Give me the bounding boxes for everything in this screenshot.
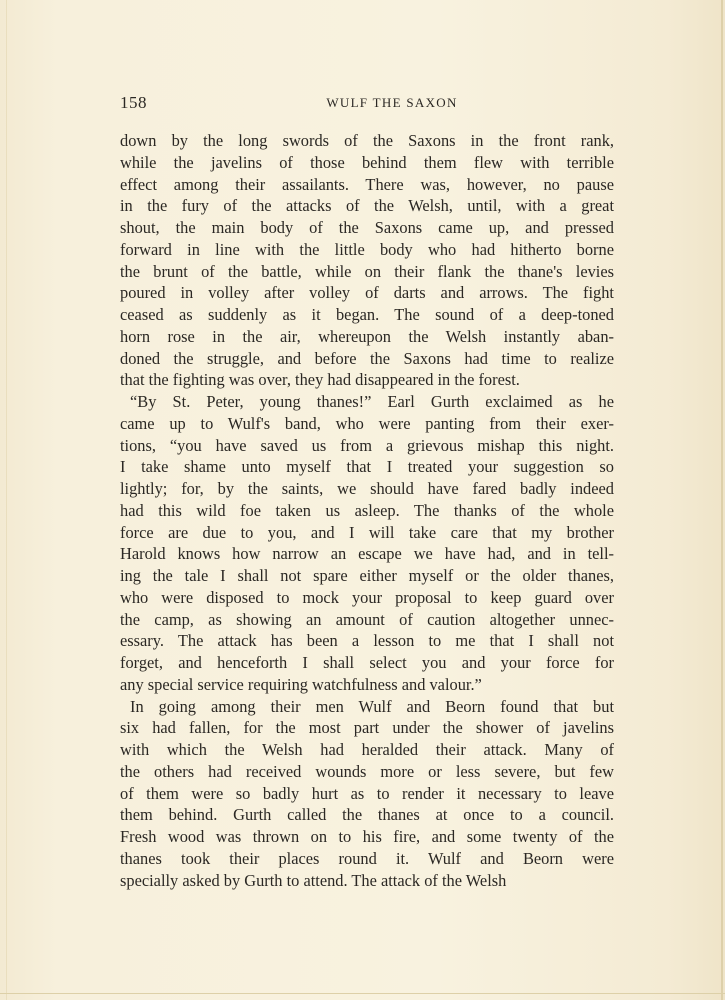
text-line: in the fury of the attacks of the Welsh, until, with a great bbox=[120, 196, 614, 216]
paragraph-start-line: In going among their men Wulf and Beorn found that but bbox=[130, 696, 614, 716]
text-line: effect among their assailants. There was, however, no pause bbox=[120, 174, 614, 194]
text-line: down by the long swords of the Saxons in the front rank, bbox=[120, 131, 614, 150]
text-line: I take shame unto myself that I treated your suggestion so bbox=[120, 457, 614, 477]
page-right-edge bbox=[721, 0, 723, 1000]
page-header bbox=[120, 93, 614, 113]
text-line: them behind. Gurth called the thanes at once to a council. bbox=[120, 805, 614, 825]
text-line: had this wild foe taken us asleep. The thanks of the whole bbox=[120, 500, 614, 520]
page-bottom-edge bbox=[0, 993, 725, 994]
page-left-edge bbox=[6, 0, 7, 1000]
text-line: any special service requiring watchfulness and valour.” bbox=[120, 674, 482, 694]
text-line: thanes took their places round it. Wulf and Beorn were bbox=[120, 848, 614, 868]
text-line: shout, the main body of the Saxons came up, and pressed bbox=[120, 218, 614, 237]
text-line: Harold knows how narrow an escape we have had, and in tell- bbox=[120, 544, 614, 564]
text-line: with which the Welsh had heralded their attack. Many of bbox=[120, 740, 614, 759]
text-line: Fresh wood was thrown on to his fire, and some twenty of the bbox=[120, 827, 614, 846]
text-line: six had fallen, for the most part under the shower of javelins bbox=[120, 718, 614, 738]
text-line: who were disposed to mock your proposal to keep guard over bbox=[120, 587, 614, 607]
text-line: specially asked by Gurth to attend. The attack of the Welsh bbox=[120, 870, 507, 890]
running-head: WULF THE SAXON bbox=[326, 95, 458, 110]
text-line: forget, and henceforth I shall select you and your force for bbox=[120, 653, 614, 672]
text-line: came up to Wulf's band, who were panting from their exer- bbox=[120, 413, 614, 433]
text-line: while the javelins of those behind them flew with terrible bbox=[120, 152, 614, 172]
body-text bbox=[120, 130, 614, 891]
page-number: 158 bbox=[120, 93, 147, 112]
text-line: lightly; for, by the saints, we should have fared badly indeed bbox=[120, 479, 614, 498]
text-line: doned the struggle, and before the Saxons had time to realize bbox=[120, 348, 614, 368]
text-line: the brunt of the battle, while on their flank the thane's levies bbox=[120, 261, 614, 281]
text-line: ceased as suddenly as it began. The sound of a deep-toned bbox=[120, 305, 614, 324]
text-line: force are due to you, and I will take care that my brother bbox=[120, 522, 614, 542]
text-line: the others had received wounds more or less severe, but few bbox=[120, 761, 614, 781]
text-line: tions, “you have saved us from a grievous mishap this night. bbox=[120, 435, 614, 455]
paragraph-start-line: “By St. Peter, young thanes!” Earl Gurth exclaimed as he bbox=[130, 392, 614, 411]
text-line: essary. The attack has been a lesson to me that I shall not bbox=[120, 631, 614, 651]
text-line: that the fighting was over, they had disappeared in the forest. bbox=[120, 370, 520, 390]
text-line: of them were so badly hurt as to render it necessary to leave bbox=[120, 783, 614, 803]
text-line: horn rose in the air, whereupon the Welsh instantly aban- bbox=[120, 326, 614, 346]
text-line: the camp, as showing an amount of caution altogether unnec- bbox=[120, 609, 614, 629]
text-line: forward in line with the little body who had hitherto borne bbox=[120, 239, 614, 259]
text-line: ing the tale I shall not spare either myself or the older thanes, bbox=[120, 566, 614, 585]
text-line: poured in volley after volley of darts and arrows. The fight bbox=[120, 283, 614, 303]
